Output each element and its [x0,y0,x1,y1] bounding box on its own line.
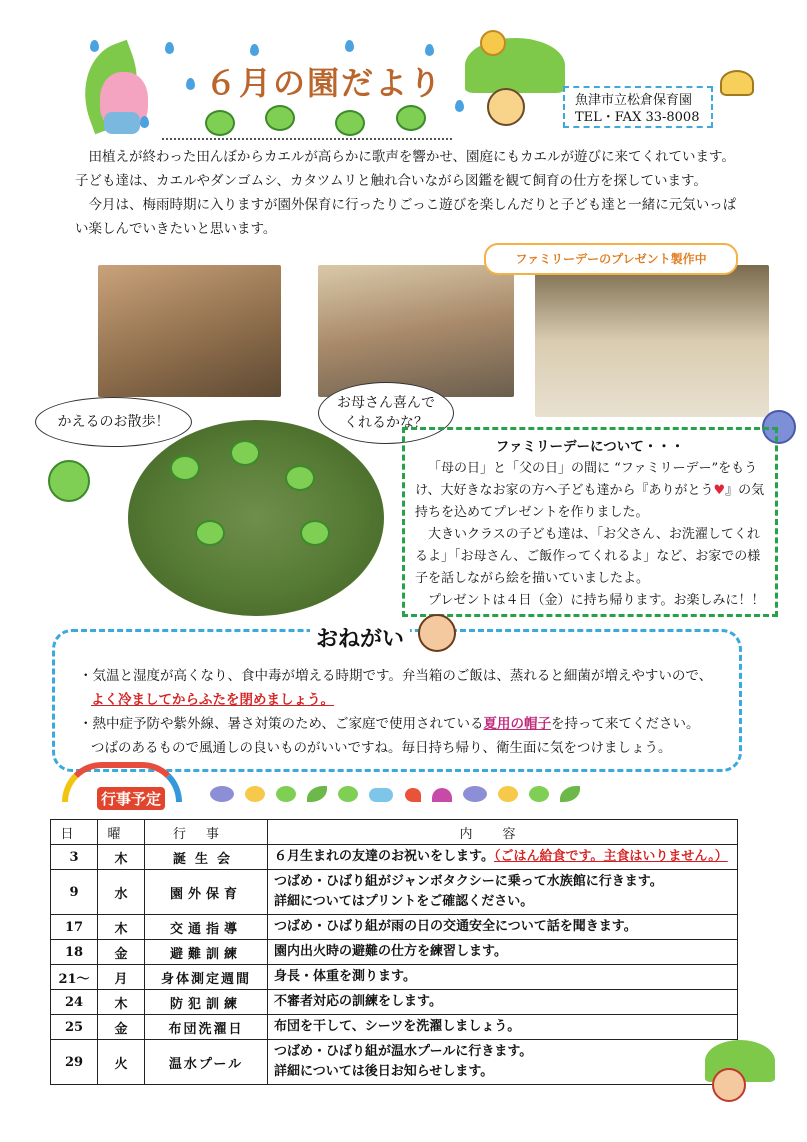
snail-icon [720,70,754,96]
frog-icon [396,105,426,131]
table-row [51,940,738,965]
row-content-text-2: 詳細についてはプリントをご確認ください。 [274,894,534,909]
family-day-p1-after: 』の気持ちを込めてプレゼントを作りました。 [415,483,765,520]
row-day: 17 [51,915,98,940]
photo-child-drawing [318,265,514,397]
leaf-icon [560,786,580,802]
request-line-2-after: を持って来てください。 [550,716,700,732]
row-content-text: ６月生まれの友達のお祝いをします。 [274,849,494,864]
request-line-2 [79,712,739,736]
leaf-icon [307,786,327,802]
snail-icon [245,786,265,802]
row-day: 24 [51,990,98,1015]
hydrangea-icon [210,786,234,802]
row-weekday: 木 [98,845,145,870]
umbrella-icon [432,788,452,802]
row-event: 園外保育 [145,870,268,915]
bubble-walk-text: かえるのお散歩！ [57,414,170,430]
row-weekday: 火 [98,1040,145,1085]
raindrop-icon [165,42,174,54]
frog-hat-icon [300,520,330,546]
frog-icon [338,786,358,802]
row-day: 25 [51,1015,98,1040]
intro-paragraph-2: 今月は、梅雨時期に入りますが園外保育に行ったりごっこ遊びを楽しんだりと子ども達と一緒に元気いっぱい楽しんでいきたいと思います。 [75,197,737,237]
raindrop-icon [345,40,354,52]
raindrop-icon [186,78,195,90]
row-content: 身長・体重を測ります。 [268,965,738,990]
dotted-path [162,130,452,140]
family-day-paragraph-3: プレゼントは４日（金）に持ち帰ります。お楽しみに！！ [428,593,765,608]
speech-bubble-walk [35,397,192,447]
row-event: 防犯訓練 [145,990,268,1015]
family-day-p1-before: 「母の日」と「父の日」の間に “ファミリーデー”をもうけ、大好きなお家の方へ子ども達から『ありがとう [415,461,758,498]
cloud-icon [369,788,393,802]
request-line-2-emph: 夏用の帽子 [483,716,551,732]
row-event: 交通指導 [145,915,268,940]
family-day-paragraph-2: 大きいクラスの子ども達は、「お父さん、お洗濯してくれるよ」「お母さん、ご飯作ってくれるよ」など、お家での様子を話しながら絵を描いていましたよ。 [415,527,761,586]
row-event: 身体測定週間 [145,965,268,990]
frog-hat-icon [195,520,225,546]
schedule-title: 行事予定 [97,787,165,810]
raindrop-icon [250,44,259,56]
photo-frog-walk-indoor [98,265,281,397]
raindrop-icon [90,40,99,52]
table-header-row [51,820,738,845]
decoration-row [210,786,750,808]
row-weekday: 木 [98,990,145,1015]
row-content-text: つばめ・ひばり組が温水プールに行きます。 [274,1044,533,1059]
table-row [51,870,738,915]
request-line-1-emph-row [79,688,739,712]
bubble-mother-line-1: お母さん喜んで [337,395,435,411]
header-day: 日 [51,820,98,845]
row-content: 園内出火時の避難の仕方を練習します。 [268,940,738,965]
row-day: 3 [51,845,98,870]
page-title: ６月の園だより [205,64,444,102]
row-content: 布団を干して、シーツを洗濯しましょう。 [268,1015,738,1040]
table-row [51,1015,738,1040]
intro-text [75,145,741,241]
row-event: 布団洗濯日 [145,1015,268,1040]
request-line-1: ・気温と湿度が高くなり、食中毒が増える時期です。弁当箱のご飯は、蒸れると細菌が増えやすいので、 [79,668,713,684]
hydrangea-icon [463,786,487,802]
request-line-2-before: ・熱中症予防や紫外線、暑さ対策のため、ご家庭で使用されている [79,716,484,732]
present-making-label: ファミリーデーのプレゼント製作中 [484,243,738,275]
heart-icon: ♥ [713,483,726,498]
row-content: つばめ・ひばり組が雨の日の交通安全について話を聞きます。 [268,915,738,940]
bubble-mother-line-2: くれるかな？ [344,415,428,431]
contact-box [563,86,713,128]
raindrop-icon [140,116,149,128]
child-character-illustration [712,1068,746,1102]
rabbit-body [104,112,140,134]
row-weekday: 水 [98,870,145,915]
raindrop-icon [425,44,434,56]
table-row [51,990,738,1015]
girl-pointing-illustration [418,614,456,652]
family-day-box [402,427,778,617]
intro-paragraph-1: 田植えが終わった田んぼからカエルが高らかに歌声を響かせ、園庭にもカエルが遊びに来てくれています。子ども達は、カエルやダンゴムシ、カタツムリと触れ合いながら図鑑を観て飼育の仕方を探しています。 [75,149,735,189]
row-weekday: 月 [98,965,145,990]
phone-fax: TEL・FAX 33-8008 [575,110,700,125]
row-content-note: （ごはん給食です。主食はいりません。） [493,849,728,864]
row-content [268,845,738,870]
photo-present-making [535,265,769,417]
snail-icon [480,30,506,56]
snail-icon [498,786,518,802]
row-content-text: つばめ・ひばり組がジャンボタクシーに乗って水族館に行きます。 [274,874,663,889]
frog-icon [529,786,549,802]
row-day: 29 [51,1040,98,1085]
row-content [268,870,738,915]
row-event: 温水プール [145,1040,268,1085]
frog-icon [265,105,295,131]
request-title: おねがい [310,622,410,653]
row-weekday: 金 [98,940,145,965]
row-event: 避難訓練 [145,940,268,965]
table-row [51,1040,738,1085]
frog-umbrella-illustration [48,460,90,502]
row-day: 18 [51,940,98,965]
row-content-text-2: 詳細については後日お知らせします。 [274,1064,494,1079]
row-weekday: 木 [98,915,145,940]
table-row [51,965,738,990]
row-weekday: 金 [98,1015,145,1040]
table-row [51,915,738,940]
row-day: 9 [51,870,98,915]
frog-hat-icon [170,455,200,481]
request-line-1-emph: よく冷ましてからふたを閉めましょう。 [91,692,334,708]
family-day-paragraph-1 [415,458,765,524]
header-weekday: 曜 [98,820,145,845]
school-name: 魚津市立松倉保育園 [575,93,693,108]
row-content [268,1040,738,1085]
request-line-3: つばのあるもので風通しの良いものがいいですね。毎日持ち帰り、衛生面に気をつけましょう。 [91,740,672,756]
row-day: 21～ [51,965,98,990]
frog-hat-icon [230,440,260,466]
ant-character-illustration [487,88,525,126]
frog-hat-icon [285,465,315,491]
raindrop-icon [455,100,464,112]
header-event: 行事 [145,820,268,845]
schedule-table [50,819,738,1085]
heart-icon [405,788,421,802]
table-row [51,845,738,870]
row-content: 不審者対応の訓練をします。 [268,990,738,1015]
row-event: 誕生会 [145,845,268,870]
family-day-heading: ファミリーデーについて・・・ [495,439,685,455]
frog-icon [276,786,296,802]
header-content: 内容 [268,820,738,845]
